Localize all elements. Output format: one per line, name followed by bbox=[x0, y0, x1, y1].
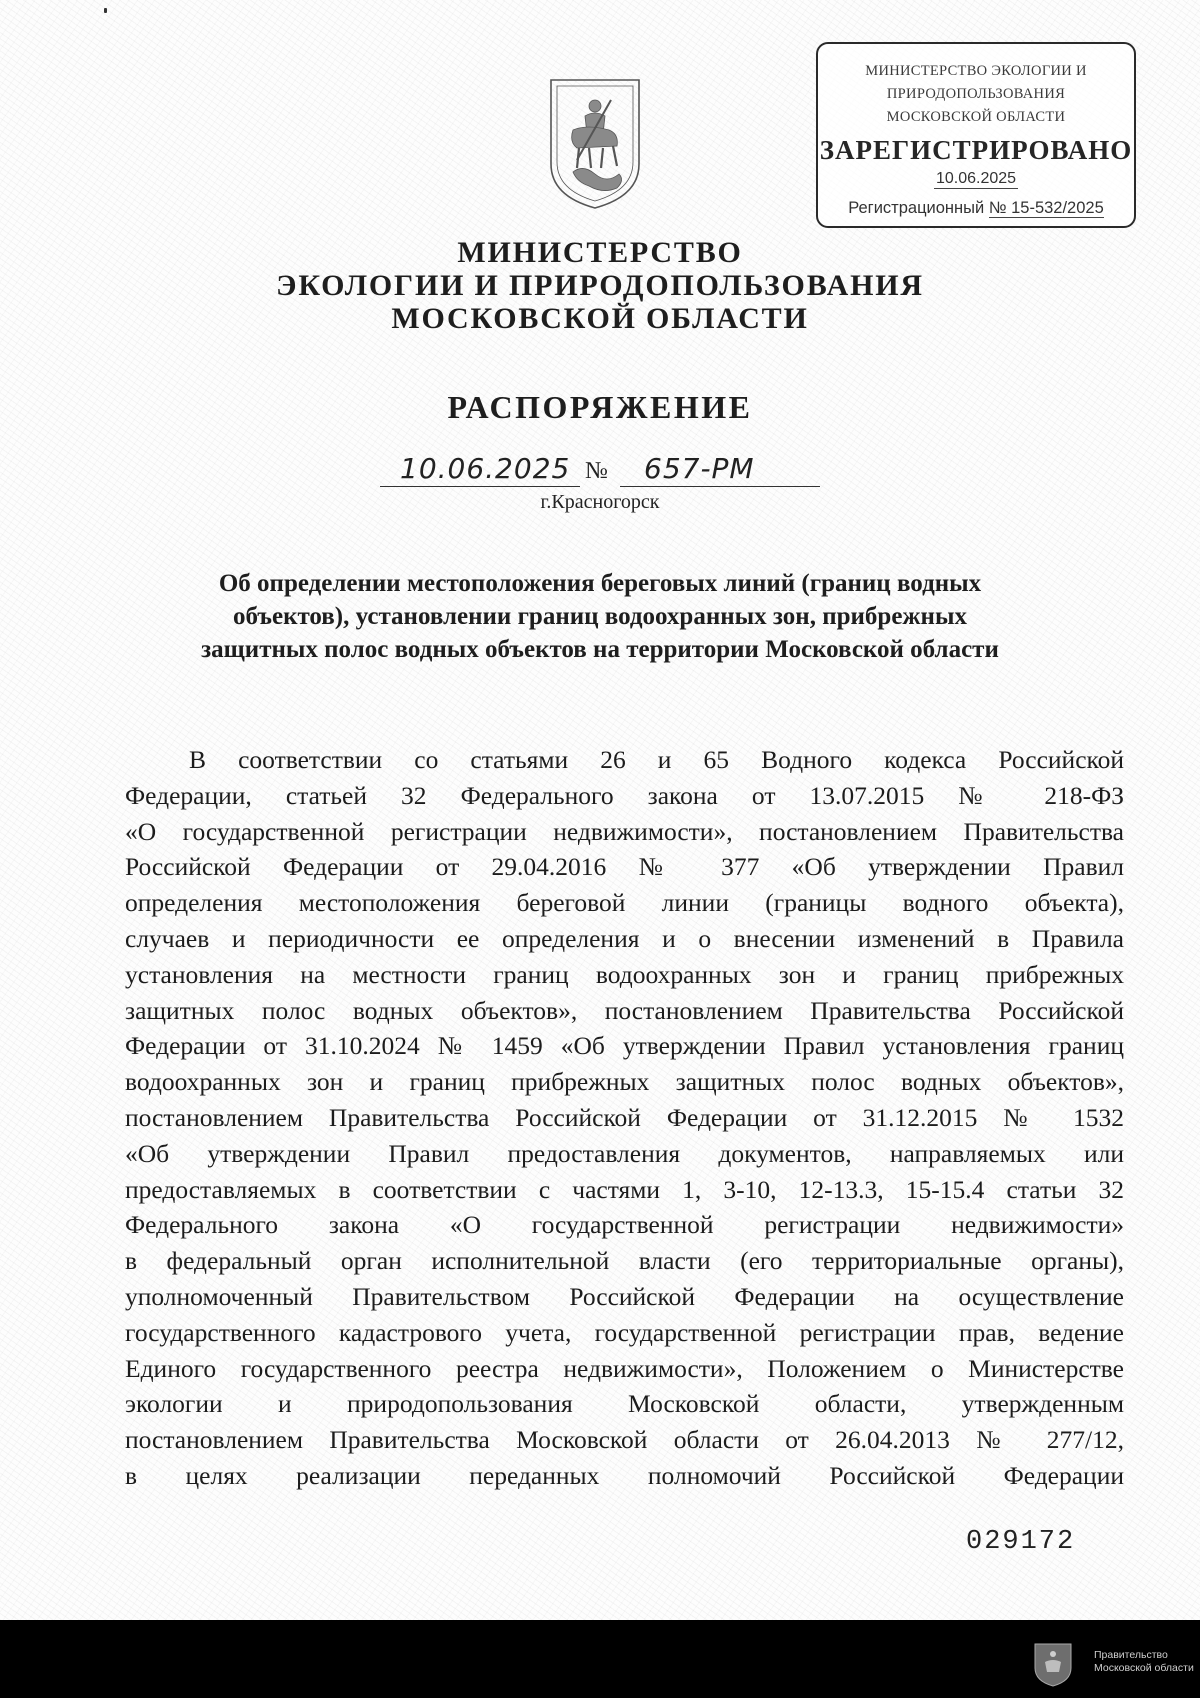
ministry-line: МОСКОВСКОЙ ОБЛАСТИ bbox=[391, 302, 809, 335]
body-line: «О государственной регистрации недвижимости», постановлением Правительства bbox=[125, 816, 1124, 846]
body-line: определения местоположения береговой линии (границы водного объекта), bbox=[125, 888, 1124, 918]
scan-speck bbox=[104, 8, 107, 13]
stamp-organization bbox=[818, 60, 1134, 129]
body-line: предоставляемых в соответствии с частями 1, 3-10, 12-13.3, 15-15.4 статьи 32 bbox=[125, 1174, 1124, 1204]
number-underline bbox=[620, 486, 820, 487]
order-date: 10.06.2025 bbox=[400, 452, 571, 485]
footer-bar bbox=[0, 1620, 1200, 1698]
stamp-date-value: 10.06.2025 bbox=[935, 170, 1017, 187]
body-line: Федерации, статьей 32 Федерального закона от 13.07.2015 № 218-ФЗ bbox=[125, 780, 1124, 810]
government-emblem-icon bbox=[1028, 1638, 1078, 1688]
stamp-date bbox=[818, 170, 1134, 189]
registration-stamp bbox=[816, 42, 1136, 228]
ministry-line: МИНИСТЕРСТВО bbox=[457, 236, 743, 269]
order-date-number bbox=[380, 450, 820, 496]
footer-line: Московской области bbox=[1094, 1662, 1194, 1674]
stamp-org-line: МОСКОВСКОЙ ОБЛАСТИ bbox=[886, 109, 1066, 125]
body-line: Российской Федерации от 29.04.2016 № 377 «Об утверждении Правил bbox=[125, 852, 1124, 882]
stamp-org-line: МИНИСТЕРСТВО ЭКОЛОГИИ И bbox=[865, 63, 1087, 79]
serial-number: 029172 bbox=[966, 1527, 1076, 1557]
ministry-header bbox=[150, 236, 1050, 335]
number-sign: № bbox=[585, 458, 608, 484]
body-line: в федеральный орган исполнительной власти (его территориальные органы), bbox=[125, 1246, 1124, 1276]
subject-line: объектов), установлении границ водоохранных зон, прибрежных bbox=[233, 603, 967, 630]
subject-line: защитных полос водных объектов на территории Московской области bbox=[201, 636, 999, 663]
body-line: случаев и периодичности ее определения и о внесении изменений в Правила bbox=[125, 923, 1124, 953]
order-number: 657-РМ bbox=[644, 452, 755, 485]
footer-watermark bbox=[1094, 1649, 1194, 1675]
body-line: водоохранных зон и границ прибрежных защитных полос водных объектов», bbox=[125, 1067, 1124, 1097]
body-line: Федерации от 31.10.2024 № 1459 «Об утверждении Правил установления границ bbox=[125, 1031, 1124, 1061]
coat-of-arms-icon bbox=[537, 72, 653, 212]
body-line: В соответствии со статьями 26 и 65 Водного кодекса Российской bbox=[189, 745, 1124, 774]
ministry-line: ЭКОЛОГИИ И ПРИРОДОПОЛЬЗОВАНИЯ bbox=[276, 269, 924, 302]
subject-line: Об определении местоположения береговых линий (границ водных bbox=[218, 570, 982, 597]
body-line: «Об утверждении Правил предоставления документов, направляемых или bbox=[125, 1138, 1124, 1168]
stamp-org-line: ПРИРОДОПОЛЬЗОВАНИЯ bbox=[886, 86, 1066, 102]
body-line: в целях реализации переданных полномочий Российской Федерации bbox=[125, 1460, 1124, 1490]
stamp-reg-number: № 15-532/2025 bbox=[988, 199, 1104, 217]
body-line: уполномоченный Правительством Российской Федерации на осуществление bbox=[125, 1281, 1124, 1311]
body-line: экологии и природопользования Московской области, утвержденным bbox=[125, 1389, 1124, 1419]
document-subject bbox=[180, 567, 1020, 666]
body-line: постановлением Правительства Московской области от 26.04.2013 № 277/12, bbox=[125, 1425, 1124, 1455]
footer-line: Правительство bbox=[1094, 1649, 1168, 1661]
city: г.Красногорск bbox=[540, 491, 660, 513]
body-paragraph bbox=[125, 742, 1124, 1494]
body-line: государственного кадастрового учета, государственной регистрации прав, ведение bbox=[125, 1317, 1124, 1347]
stamp-reg-label: Регистрационный bbox=[848, 199, 985, 217]
body-line: постановлением Правительства Российской Федерации от 31.12.2015 № 1532 bbox=[125, 1102, 1124, 1132]
body-line: защитных полос водных объектов», постановлением Правительства Российской bbox=[125, 995, 1124, 1025]
document-type: РАСПОРЯЖЕНИЕ bbox=[447, 389, 753, 425]
date-underline bbox=[380, 486, 580, 487]
body-line: Единого государственного реестра недвижимости», Положением о Министерстве bbox=[125, 1353, 1124, 1383]
stamp-registration bbox=[818, 199, 1134, 218]
body-line: установления на местности границ водоохранных зон и границ прибрежных bbox=[125, 959, 1124, 989]
body-line: Федерального закона «О государственной регистрации недвижимости» bbox=[125, 1210, 1124, 1240]
stamp-title: ЗАРЕГИСТРИРОВАНО bbox=[819, 135, 1133, 165]
